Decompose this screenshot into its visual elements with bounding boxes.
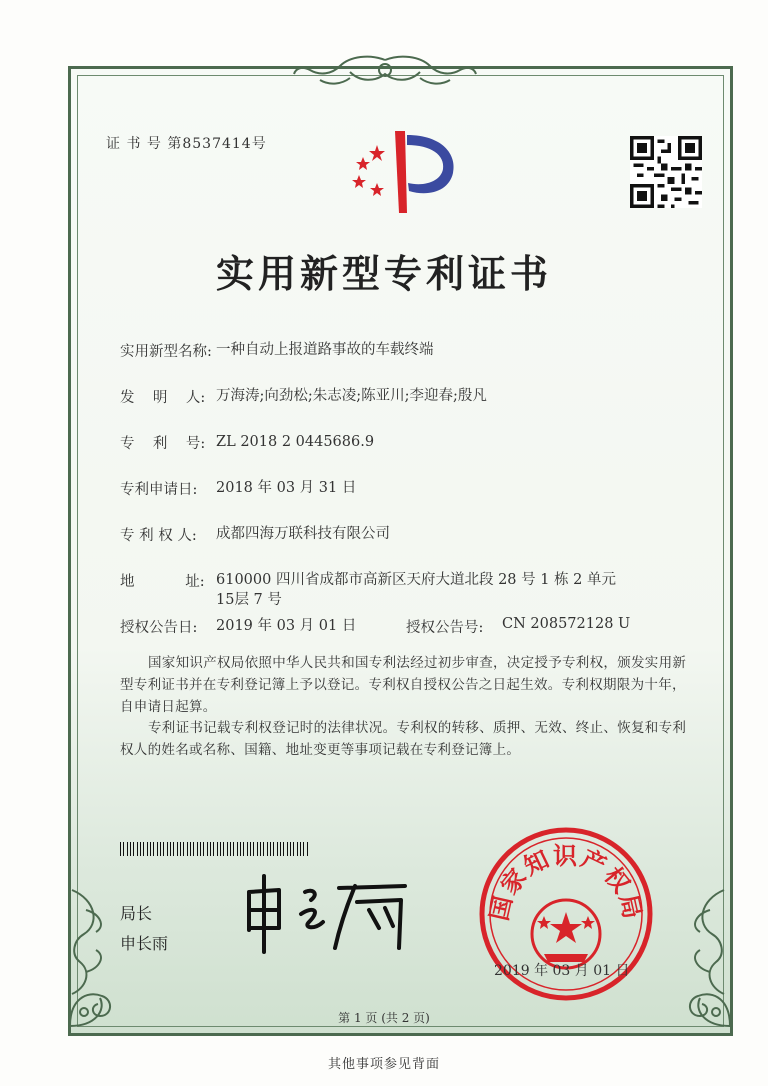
statement-paragraph: 国家知识产权局依照中华人民共和国专利法经过初步审查，决定授予专利权，颁发实用新型专利证书并在专利登记簿上予以登记。专利权自授权公告之日起生效。专利权期限为十年，自申请日起算。	[120, 655, 687, 715]
qr-code-icon	[630, 136, 702, 208]
field-label: 地 址:	[120, 574, 205, 590]
field-grant-date	[120, 616, 396, 637]
side-ornament-icon	[66, 880, 126, 1000]
field-utility-model-name	[120, 340, 616, 361]
seal-date: 2019 年 03 月 01 日	[494, 963, 630, 979]
field-label: 授权公告号:	[406, 620, 484, 636]
side-ornament-icon	[670, 880, 730, 1000]
field-value: ZL 2018 2 0445686.9	[216, 434, 375, 450]
field-patent-number	[120, 432, 616, 453]
field-label: 实用新型名称:	[120, 344, 212, 360]
director-signature	[235, 870, 415, 955]
field-label: 授权公告日:	[120, 620, 198, 636]
field-patentee	[120, 524, 616, 545]
statement-paragraph: 专利证书记载专利权登记时的法律状况。专利权的转移、质押、无效、终止、恢复和专利权人的姓名或名称、国籍、地址变更等事项记载在专利登记簿上。	[120, 720, 687, 758]
field-label: 专 利 号:	[120, 436, 206, 452]
page-number: 第 1 页 (共 2 页)	[338, 1011, 430, 1025]
cnipa-logo-icon	[345, 125, 465, 217]
field-announcement-number	[406, 616, 630, 637]
field-label: 专利申请日:	[120, 482, 198, 498]
field-inventors	[120, 386, 616, 407]
certificate-number: 证 书 号 第8537414号	[106, 136, 267, 152]
top-ornament-icon	[290, 52, 480, 92]
certificate-title: 实用新型专利证书	[215, 251, 552, 296]
field-label: 专 利 权 人:	[120, 528, 197, 544]
svg-text:国家知识产权局: 国家知识产权局	[485, 842, 647, 924]
barcode-icon	[120, 842, 310, 856]
field-value: CN 208572128 U	[502, 616, 631, 632]
field-label: 发 明 人:	[120, 390, 206, 406]
field-value: 一种自动上报道路事故的车载终端	[216, 342, 434, 358]
field-value: 成都四海万联科技有限公司	[216, 526, 390, 542]
field-value: 万海涛;向劲松;朱志凌;陈亚川;李迎春;殷凡	[216, 388, 487, 404]
field-value: 610000 四川省成都市高新区天府大道北段 28 号 1 栋 2 单元 15层 7 号	[216, 572, 617, 608]
field-application-date	[120, 478, 616, 499]
director-title: 局长	[120, 904, 153, 923]
field-value: 2018 年 03 月 31 日	[216, 480, 357, 496]
director-name: 申长雨	[120, 934, 169, 953]
field-address	[120, 570, 616, 610]
field-value: 2019 年 03 月 01 日	[216, 618, 357, 634]
footer-note: 其他事项参见背面	[327, 1057, 440, 1072]
